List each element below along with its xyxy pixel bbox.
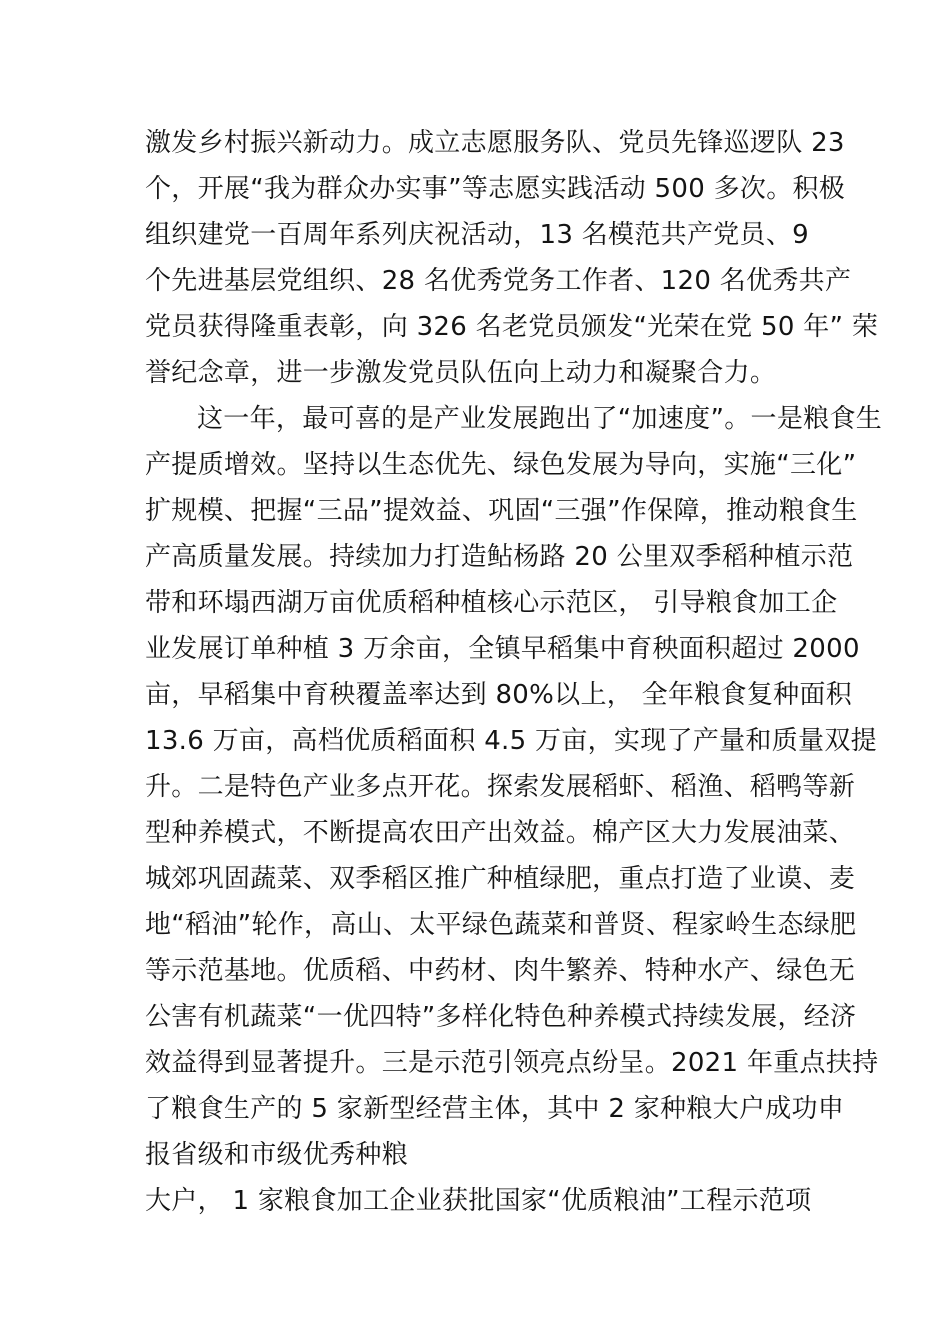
text-line: 亩，早稻集中育秧覆盖率达到 80%以上， 全年粮食复种面积 (145, 680, 853, 710)
text-line: 效益得到显著提升。三是示范引领亮点纷呈。2021 年重点扶持 (145, 1048, 879, 1078)
text-line: 公害有机蔬菜“一优四特”多样化特色种养模式持续发展，经济 (145, 1002, 857, 1032)
text-line: 带和环塌西湖万亩优质稻种植核心示范区， 引导粮食加工企 (145, 588, 838, 618)
text-line: 等示范基地。优质稻、中药材、肉牛繁养、特种水产、绿色无 (145, 956, 856, 986)
paragraph-start-line: 这一年，最可喜的是产业发展跑出了“加速度”。一是粮食生 (197, 404, 883, 434)
text-line: 业发展订单种植 3 万余亩，全镇早稻集中育秧面积超过 2000 (145, 634, 860, 664)
text-line: 激发乡村振兴新动力。成立志愿服务队、党员先锋巡逻队 23 (145, 128, 845, 158)
text-line: 大户， 1 家粮食加工企业获批国家“优质粮油”工程示范项 (145, 1186, 812, 1216)
text-line: 了粮食生产的 5 家新型经营主体，其中 2 家种粮大户成功申 (145, 1094, 845, 1124)
text-line: 13.6 万亩，高档优质稻面积 4.5 万亩，实现了产量和质量双提 (145, 726, 877, 756)
text-line: 产高质量发展。持续加力打造鲇杨路 20 公里双季稻种植示范 (145, 542, 854, 572)
text-line: 型种养模式，不断提高农田产出效益。棉产区大力发展油菜、 (145, 818, 856, 848)
text-line: 城郊巩固蔬菜、双季稻区推广种植绿肥，重点打造了业谟、麦 (145, 864, 856, 894)
text-line: 个先进基层党组织、28 名优秀党务工作者、120 名优秀共产 (145, 266, 852, 296)
text-line: 党员获得隆重表彰，向 326 名老党员颁发“光荣在党 50 年” 荣 (145, 312, 879, 342)
text-line: 誉纪念章，进一步激发党员队伍向上动力和凝聚合力。 (145, 358, 777, 388)
text-line: 报省级和市级优秀种粮 (145, 1140, 409, 1170)
text-line: 扩规模、把握“三品”提效益、巩固“三强”作保障，推动粮食生 (145, 496, 858, 526)
text-line: 个，开展“我为群众办实事”等志愿实践活动 500 多次。积极 (145, 174, 846, 204)
body-text (145, 120, 883, 1224)
text-line: 升。二是特色产业多点开花。探索发展稻虾、稻渔、稻鸭等新 (145, 772, 856, 802)
text-line: 地“稻油”轮作，高山、太平绿色蔬菜和普贤、程家岭生态绿肥 (145, 910, 857, 940)
text-line: 组织建党一百周年系列庆祝活动，13 名模范共产党员、9 (145, 220, 809, 250)
text-line: 产提质增效。坚持以生态优先、绿色发展为导向，实施“三化” (145, 450, 857, 480)
